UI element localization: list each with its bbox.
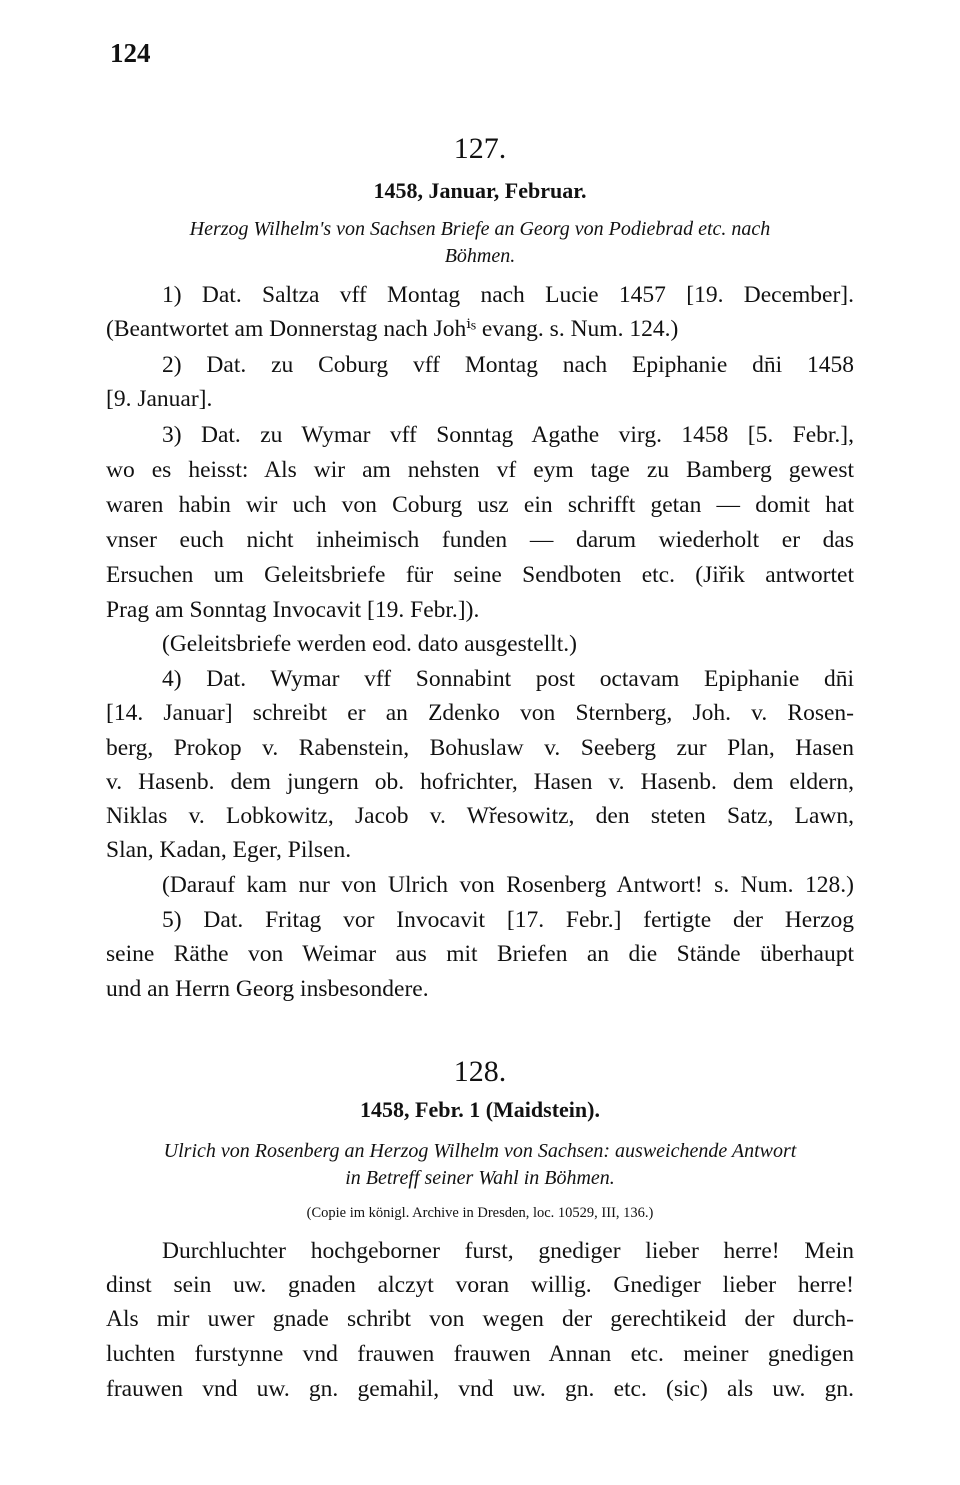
- text-line: waren habin wir uch von Coburg usz ein schrifft getan — domit hat: [106, 492, 854, 518]
- entry-subtitle-line: Ulrich von Rosenberg an Herzog Wilhelm von Sachsen: ausweichende Antwort: [163, 1140, 797, 1162]
- text-line: 3) Dat. zu Wymar vff Sonntag Agathe virg. 1458 [5. Febr.],: [162, 422, 854, 448]
- entry-subtitle-line: in Betreff seiner Wahl in Böhmen.: [345, 1167, 615, 1189]
- text-line: 5) Dat. Fritag vor Invocavit [17. Febr.] fertigte der Herzog: [162, 907, 854, 933]
- text-line: Niklas v. Lobkowitz, Jacob v. Wřesowitz, den steten Satz, Lawn,: [106, 803, 854, 829]
- text-line: 4) Dat. Wymar vff Sonnabint post octavam Epiphanie dn̄i: [162, 666, 854, 692]
- text-line: v. Hasenb. dem jungern ob. hofrichter, Hasen v. Hasenb. dem eldern,: [106, 769, 854, 795]
- text-line: (Geleitsbriefe werden eod. dato ausgestellt.): [162, 631, 578, 657]
- text-line: Als mir uwer gnade schribt von wegen der gerechtikeid der durch-: [106, 1306, 854, 1332]
- text-line: (Darauf kam nur von Ulrich von Rosenberg Antwort! s. Num. 128.): [162, 872, 854, 898]
- text-line: Durchluchter hochgeborner furst, gnediger lieber herre! Mein: [162, 1238, 854, 1264]
- entry-subtitle-line: Herzog Wilhelm's von Sachsen Briefe an Georg von Podiebrad etc. nach: [189, 218, 771, 240]
- entry-number: 127.: [453, 132, 507, 165]
- text-line: dinst sein uw. gnaden alczyt voran willig. Gnediger lieber herre!: [106, 1272, 854, 1298]
- page-number: 124: [110, 38, 151, 68]
- text-line: und an Herrn Georg insbesondere.: [106, 976, 429, 1002]
- entry-date: 1458, Febr. 1 (Maidstein).: [360, 1097, 600, 1122]
- text-line: berg, Prokop v. Rabenstein, Bohuslaw v. Seeberg zur Plan, Hasen: [106, 735, 854, 761]
- text-line: frauwen vnd uw. gn. gemahil, vnd uw. gn. etc. (sic) als uw. gn.: [106, 1376, 854, 1402]
- entry-date: 1458, Januar, Februar.: [373, 178, 587, 203]
- entry-number: 128.: [453, 1055, 507, 1088]
- text-line: luchten furstynne vnd frauwen frauwen Annan etc. meiner gnedigen: [106, 1341, 854, 1367]
- text-line: [9. Januar].: [106, 386, 213, 412]
- text-line: 2) Dat. zu Coburg vff Montag nach Epiphanie dn̄i 1458: [162, 352, 854, 378]
- entry-subtitle-line: Böhmen.: [444, 245, 516, 267]
- source-note: (Copie im königl. Archive in Dresden, loc. 10529, III, 136.): [306, 1205, 654, 1221]
- text-line: Ersuchen um Geleitsbriefe für seine Sendboten etc. (Jiřik antwortet: [106, 562, 854, 588]
- text-line: (Beantwortet am Donnerstag nach Johⁱˢ evang. s. Num. 124.): [106, 316, 679, 342]
- text-line: wo es heisst: Als wir am nehsten vf eym tage zu Bamberg gewest: [106, 457, 854, 483]
- text-line: Prag am Sonntag Invocavit [19. Febr.]).: [106, 597, 480, 623]
- text-line: Slan, Kadan, Eger, Pilsen.: [106, 837, 352, 863]
- text-line: seine Räthe von Weimar aus mit Briefen an die Stände überhaupt: [106, 941, 854, 967]
- text-line: 1) Dat. Saltza vff Montag nach Lucie 1457 [19. December].: [162, 282, 854, 308]
- text-line: [14. Januar] schreibt er an Zdenko von Sternberg, Joh. v. Rosen-: [106, 700, 854, 726]
- text-line: vnser euch nicht inheimisch funden — darum wiederholt er das: [106, 527, 854, 553]
